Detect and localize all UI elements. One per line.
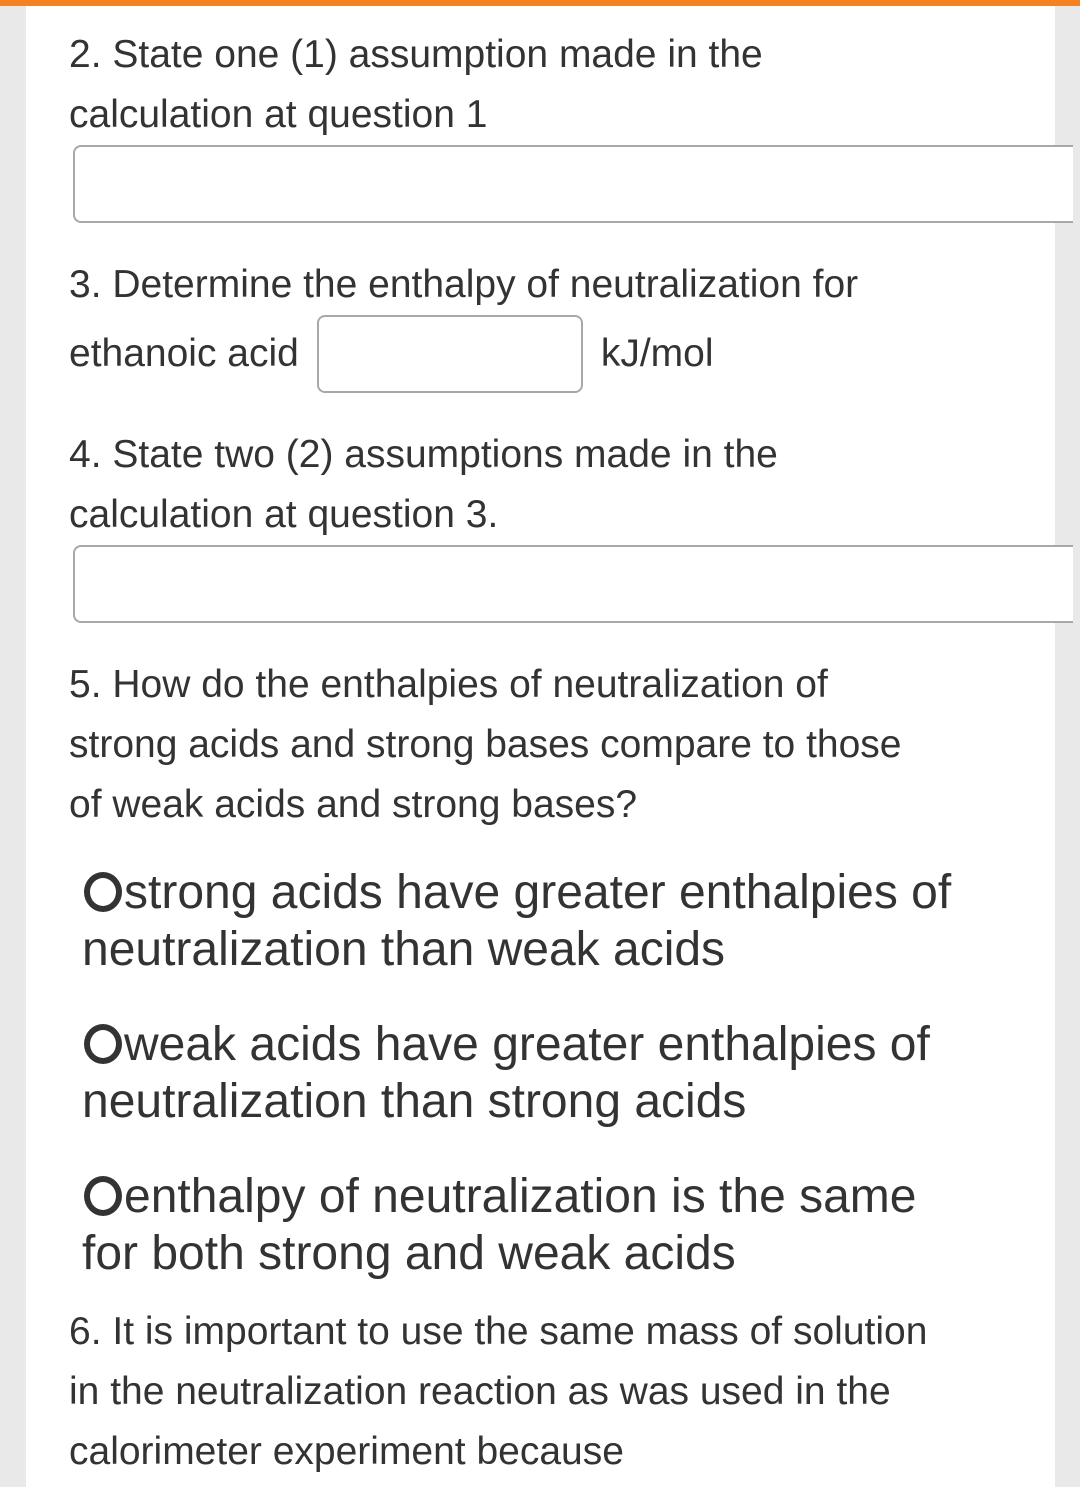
question-2-text [69, 25, 763, 145]
question-2-line-2: calculation at question 1 [69, 93, 488, 136]
question-5-line-1: 5. How do the enthalpies of neutralization of [69, 663, 828, 706]
question-card [26, 6, 1055, 1487]
question-3-prefix: ethanoic acid [69, 332, 299, 375]
question-2-answer-input[interactable] [73, 145, 1073, 223]
question-4-line-1: 4. State two (2) assumptions made in the [69, 433, 778, 476]
radio-unselected-icon[interactable] [84, 1024, 122, 1064]
option-3-line-2: for both strong and weak acids [82, 1227, 736, 1280]
question-4-line-2: calculation at question 3. [69, 493, 499, 536]
question-5-option-3[interactable] [82, 1168, 1022, 1282]
question-6-line-1: 6. It is important to use the same mass of solution [69, 1310, 928, 1353]
question-3-line-1: 3. Determine the enthalpy of neutralization for [69, 263, 859, 306]
radio-unselected-icon[interactable] [84, 872, 122, 912]
question-3-unit: kJ/mol [600, 332, 714, 375]
option-1-line-2: neutralization than weak acids [82, 923, 726, 976]
option-2-line-1: weak acids have greater enthalpies of [124, 1018, 930, 1071]
question-5-line-2: strong acids and strong bases compare to those [69, 723, 902, 766]
question-5-option-2[interactable] [82, 1016, 1022, 1130]
question-6-text [69, 1302, 927, 1482]
question-2-line-1: 2. State one (1) assumption made in the [69, 33, 763, 76]
question-6-line-2: in the neutralization reaction as was used in the [69, 1370, 891, 1413]
option-2-line-2: neutralization than strong acids [82, 1075, 747, 1128]
question-5-line-3: of weak acids and strong bases? [69, 783, 638, 826]
question-3-answer-row [69, 315, 714, 393]
question-5-option-1[interactable] [82, 864, 1022, 978]
option-1-line-1: strong acids have greater enthalpies of [124, 866, 952, 919]
question-6-line-3: calorimeter experiment because [69, 1430, 624, 1473]
question-5-text [69, 655, 901, 835]
question-4-answer-input[interactable] [73, 545, 1073, 623]
question-3-answer-input[interactable] [317, 315, 583, 393]
option-3-line-1: enthalpy of neutralization is the same [124, 1170, 917, 1223]
question-4-text [69, 425, 778, 545]
radio-unselected-icon[interactable] [84, 1176, 122, 1216]
